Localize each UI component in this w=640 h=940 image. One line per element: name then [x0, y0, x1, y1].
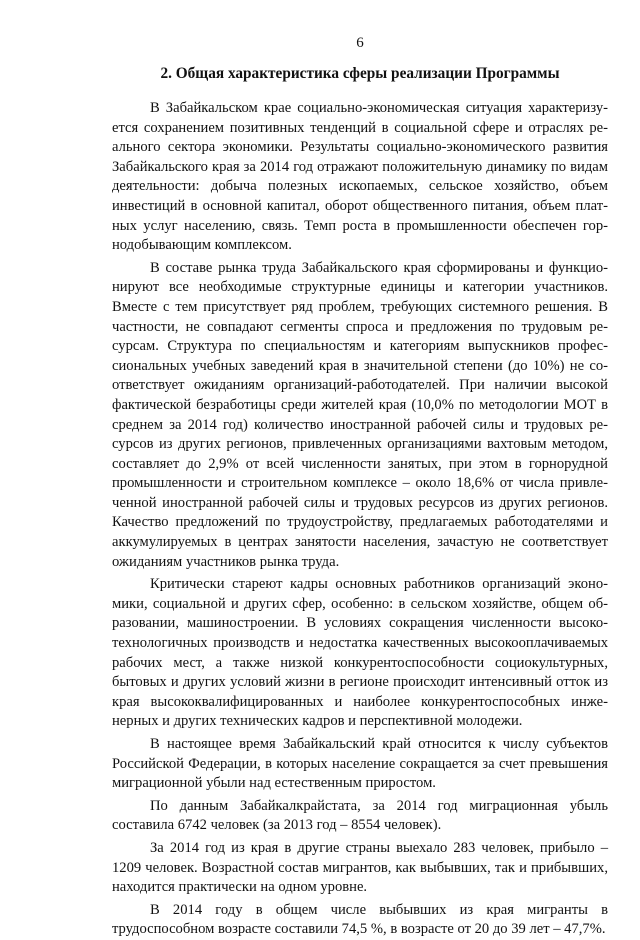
paragraph-migration-loss: По данным Забайкалкрайстата, за 2014 год миграционная убыль составила 6742 человек (за 2013 год – 8554 человек).	[112, 797, 608, 834]
paragraph-population-decline: В настоящее время Забайкальский край относится к числу субъектов Российской Федерации, в которых население сокращается за счет превышения миграционной убыли над естественным приростом.	[112, 736, 608, 792]
paragraph-economic-situation: В Забайкальском крае социально-экономическая ситуация характеризуется сохранением позитивных тенденций в социальной сфере и отраслях реального сектора экономики. Результаты социально-экономического развития Забайкальского края за 2014 год отражают положительную динамику по видам деятельности: добыча полезных ископаемых, сельское хозяйство, объем инвестиций в основной капитал, оборот общественного питания, объем платных услуг населению, связь. Темп роста в промышленности обеспечен горнодобывающим комплексом.	[112, 100, 608, 254]
paragraph-international-migration: За 2014 год из края в другие страны выехало 283 человек, прибыло – 1209 человек. Возрастной состав мигрантов, как выбывших, так и прибывших, находится практически на одном уровне.	[112, 839, 608, 896]
paragraph-workforce-aging: Критически стареют кадры основных работников организаций экономики, социальной и других сфер, особенно: в сельском хозяйстве, общем образовании, машиностроении. В условиях сокращения численности высокотехнологичных производств и недостатка качественных высокооплачиваемых рабочих мест, а также низкой конкурентоспособности социокультурных, бытовых и других условий жизни в регионе происходит интенсивный отток из края высококвалифицированных и наиболее конкурентоспособных инженерных и других технических кадров и перспективной молодежи.	[112, 576, 608, 730]
section-title: 2. Общая характеристика сферы реализации Программы	[160, 65, 560, 82]
paragraph-working-age-migrants: В 2014 году в общем числе выбывших из края мигранты в трудоспособном возрасте составили 74,5 %, в возрасте от 20 до 39 лет – 47,7%.	[112, 901, 608, 938]
page-number: 6	[356, 35, 364, 51]
paragraph-labor-market: В составе рынка труда Забайкальского края сформированы и функционируют все необходимые структурные единицы и категории участников. Вместе с тем присутствует ряд проблем, требующих системного решения. В частности, не совпадают сегменты спроса и предложения по трудовым ресурсам. Структура по специальностям и категориям выпускников профессиональных учебных заведений края в значительной степени (до 10%) не соответствует ожиданиям организаций-работодателей. При наличии высокой фактической безработицы среди жителей края (10,0% по методологии МОТ в среднем за 2014 год) количество иностранной рабочей силы и трудовых ресурсов из других регионов, привлеченных организациями вахтовым методом, составляет до 2,9% от всей численности занятых, при этом в горнорудной промышленности и строительном комплексе – около 18,6% от числа привлеченной иностранной рабочей силы и трудовых ресурсов из других регионов. Качество предложений по трудоустройству, предлагаемых работодателями и аккумулируемых в центрах занятости населения, зачастую не соответствует ожиданиям участников рынка труда.	[112, 259, 608, 570]
